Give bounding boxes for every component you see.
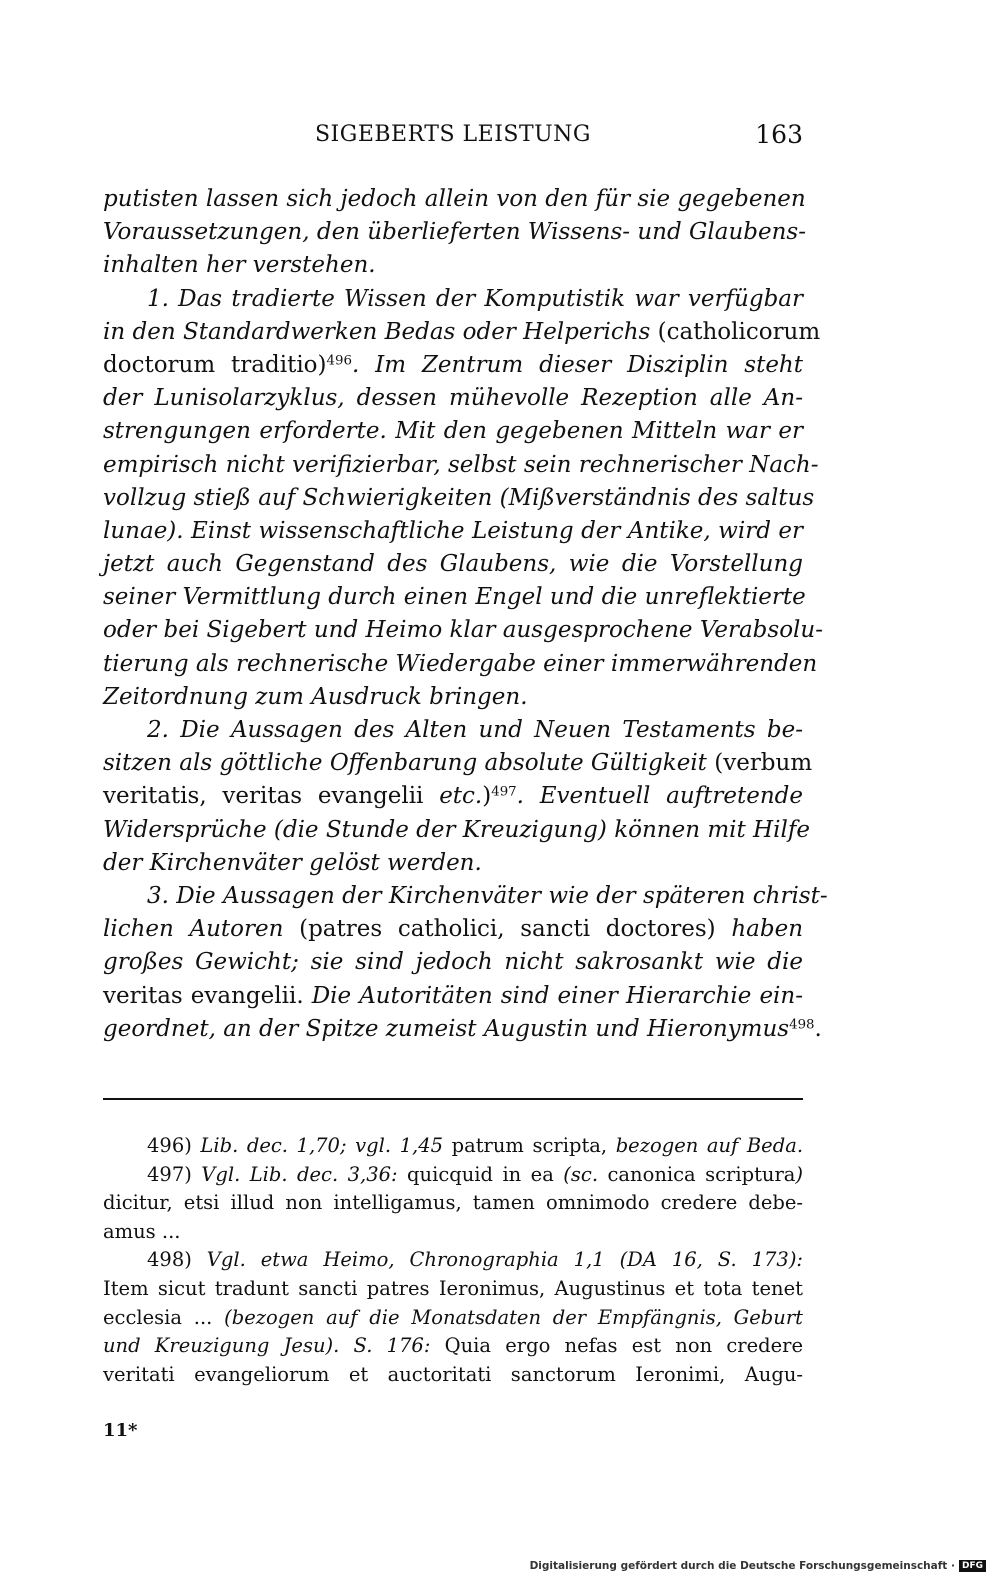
text-line: oder bei Sigebert und Heimo klar ausgesprochene Verabsolu- [103,617,823,644]
footnote-line: dicitur, etsi illud non intelligamus, tamen omnimodo credere debe- [103,1191,803,1215]
text-line [103,747,813,780]
footnote-498 [103,1246,803,1275]
text-span: . Eventuell auftretende [516,783,803,810]
main-text [103,183,828,1046]
text-span: etc. [439,783,483,810]
dfg-credit [530,1560,986,1572]
text-line: tierung als rechnerische Wiedergabe einer immerwährenden [103,650,818,677]
text-span: ) [482,783,492,810]
text-line: strengungen erforderte. Mit den gegebenen Mitteln war er [103,418,803,445]
footnote-ref-496: 496 [326,353,352,369]
paragraph-3-start: 3. Die Aussagen der Kirchenväter wie der späteren christ- [147,882,828,909]
text-line: seiner Vermittlung durch einen Engel und die unreflektierte [103,584,806,611]
footnotes [103,1132,803,1389]
text-line: vollzug stieß auf Schwierigkeiten (Mißverständnis des saltus [103,484,815,511]
text-span: Vgl. Lib. dec. 3,36: [201,1162,398,1186]
text-line [103,780,803,813]
footnote-496 [103,1132,803,1161]
text-span: . [814,1015,822,1042]
text-line [103,349,803,382]
footnote-number: 498) [147,1248,192,1272]
text-span: Lib. dec. 1,70; vgl. 1,45 [200,1134,444,1157]
text-line [103,1013,822,1046]
footnote-line: veritati evangeliorum et auctoritati sanctorum Ieronimi, Augu- [103,1362,803,1386]
text-span: Vgl. etwa Heimo, Chronographia 1,1 (DA 16, S. 173): [206,1248,803,1272]
footnote-ref-498: 498 [789,1017,815,1033]
footnote-497 [103,1161,803,1190]
text-span: und Kreuzigung Jesu). S. 176: [103,1334,431,1358]
text-span: haben [731,916,804,943]
text-line: lunae). Einst wissenschaftliche Leistung der Antike, wird er [103,517,803,544]
text-line: Zeitordnung zum Ausdruck bringen. [103,683,528,710]
text-line: inhalten her verstehen. [103,252,376,279]
text-line: putisten lassen sich jedoch allein von den für sie gegebenen [103,186,806,212]
text-span: patrum scripta, [451,1134,608,1157]
text-line [103,913,803,946]
text-span: geordnet, an der Spitze zumeist Augustin und Hieronymus [103,1015,790,1042]
text-span: quicquid in ea [407,1162,554,1186]
text-line: großes Gewicht; sie sind jedoch nicht sakrosankt wie die [103,949,803,976]
footnote-ref-497: 497 [491,785,517,801]
text-span: bezogen auf Beda. [615,1134,804,1157]
text-line: jetzt auch Gegenstand des Glaubens, wie die Vorstellung [103,551,803,578]
text-line: Voraussetzungen, den überlieferten Wissens- und Glaubens- [103,219,807,246]
text-span: lichen Autoren [103,916,284,943]
footnote-line [103,1332,803,1361]
text-line: der Lunisolarzyklus, dessen mühevolle Rezeption alle An- [103,385,803,412]
text-span: Die Autoritäten sind einer Hierarchie ein- [311,982,803,1009]
running-head: SIGEBERTS LEISTUNG [314,122,591,147]
footnote-line: Item sicut tradunt sancti patres Ieronimus, Augustinus et tota tenet [103,1276,803,1300]
text-span: in den Standardwerken Bedas oder Helperichs [103,318,651,345]
text-span: ) [795,1162,804,1186]
text-span: ecclesia ... [103,1305,213,1329]
text-span: . Im Zentrum dieser Disziplin steht [351,351,803,378]
footnote-number: 497) [147,1162,192,1186]
text-span: canonica scriptura [607,1162,796,1186]
footnote-number: 496) [147,1134,192,1157]
page-number: 163 [755,120,803,149]
dfg-logo: DFG [959,1560,986,1572]
text-span: (bezogen auf die Monatsdaten der Empfängnis, Geburt [224,1305,803,1329]
paragraph-1-start: 1. Das tradierte Wissen der Komputistik war verfügbar [147,285,803,312]
text-span: veritas evangelii. [103,982,304,1009]
dfg-credit-text: Digitalisierung gefördert durch die Deutsche Forschungsgemeinschaft · [529,1560,955,1572]
text-line: empirisch nicht verifizierbar, selbst sein rechnerischer Nach- [103,451,819,478]
text-span: (catholicorum [657,318,821,345]
text-line: Widersprüche (die Stunde der Kreuzigung) können mit Hilfe [103,816,810,843]
footnote-line: amus ... [103,1219,181,1243]
page-header [103,122,803,158]
footnote-line [103,1304,803,1333]
paragraph-2-start: 2. Die Aussagen des Alten und Neuen Testaments be- [147,717,803,743]
text-line: der Kirchenväter gelöst werden. [103,849,482,876]
text-span: Quia ergo nefas est non credere [444,1334,804,1358]
text-span: (patres catholici, sancti doctores) [299,916,716,943]
text-line [103,316,821,349]
text-span: sitzen als göttliche Offenbarung absolute Gültigkeit [103,750,707,777]
text-line [103,980,803,1013]
signature-mark: 11* [103,1420,138,1441]
footnote-divider [103,1098,803,1100]
text-span: (sc. [563,1162,599,1186]
text-span: doctorum traditio) [103,351,327,378]
text-span: (verbum [714,750,813,777]
text-span: veritatis, veritas evangelii [103,783,424,810]
